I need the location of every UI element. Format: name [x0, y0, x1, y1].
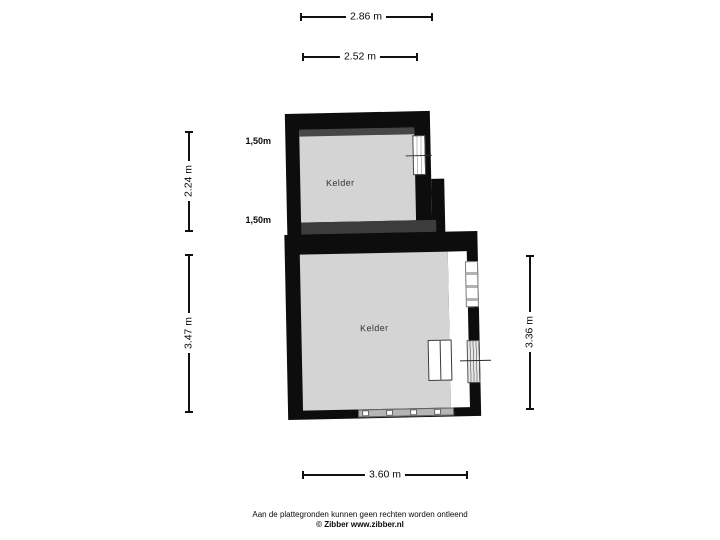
footer-credit: © Zibber www.zibber.nl: [316, 520, 404, 529]
window-dashed-icon: [465, 261, 479, 307]
height-marker-upper: 1,50m: [245, 136, 271, 146]
height-marker-lower: 1,50m: [245, 215, 271, 225]
window-icon: [467, 340, 481, 383]
dimension-label: 2.86 m: [346, 11, 386, 24]
dimension-label: 2.52 m: [340, 51, 380, 64]
dimension-label: 3.47 m: [183, 313, 196, 353]
footer-disclaimer: Aan de plattegronden kunnen geen rechten worden ontleend: [252, 510, 468, 519]
room-label-upper-kelder: Kelder: [325, 177, 355, 189]
room-label-lower-kelder: Kelder: [360, 322, 389, 334]
dimension-label: 3.36 m: [524, 312, 537, 352]
radiator-segment: [410, 409, 417, 415]
footer: [0, 510, 720, 530]
dimension-label: 3.60 m: [365, 469, 405, 482]
radiator-segment: [434, 409, 441, 415]
cabinet-door-right: [440, 341, 451, 380]
radiator-segment: [362, 410, 369, 416]
dimension-label: 2.24 m: [183, 161, 196, 201]
radiator-segment: [386, 410, 393, 416]
upper-room-floor: [299, 129, 416, 222]
cabinet-icon: [428, 340, 453, 381]
cabinet-door-left: [429, 341, 441, 380]
